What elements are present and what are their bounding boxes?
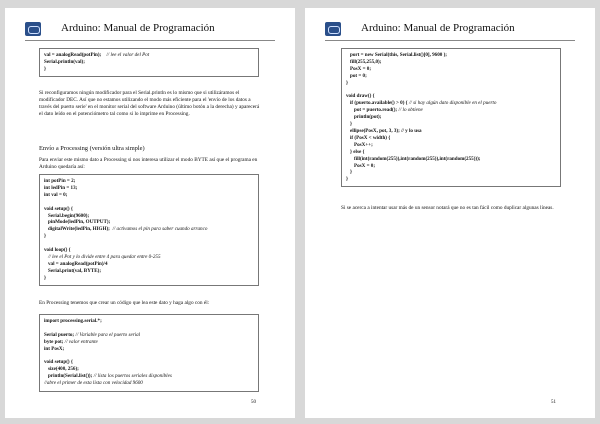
code-line: digitalWrite(ledPin, HIGH); xyxy=(48,226,110,233)
code-line: byte pot; xyxy=(44,338,64,345)
code-comment: // lee el Pot y lo divide entre 4 para quedar entre 0-255 xyxy=(48,253,161,260)
code-line: size(400, 256); xyxy=(48,366,79,373)
code-line: PosX++; xyxy=(354,141,373,148)
code-comment: // Variable para el puerto serial xyxy=(75,331,141,338)
code-line: } xyxy=(44,233,47,240)
code-line: } xyxy=(350,169,353,176)
code-comment: // lee el valor del Pot xyxy=(106,52,150,58)
arduino-logo-icon xyxy=(325,22,341,36)
right-page xyxy=(305,8,595,418)
code-line: if (PosX < width) { xyxy=(350,134,391,141)
page-number: 50 xyxy=(251,400,256,405)
code-line: pinMode(ledPin, OUTPUT); xyxy=(48,219,111,226)
code-comment: // lo obtiene xyxy=(398,107,423,114)
code-line: void setup() { xyxy=(44,205,73,212)
code-comment: // activamos el pin para saber cuando arranco xyxy=(112,226,208,233)
body-paragraph: Si reconfiguramos ningún modificador para el Serial.println es lo mismo que si utilizáramos el modificador DEC. Así que no estamos utilizando el modo más eficiente para el 'envío de los datos a través del puerto serie' en el monitor serial del software Arduino (último botón a la derecha) y aparecerá el dato leído en el potenciómetro tal como si lo imprime en Processing. xyxy=(39,90,260,118)
code-line: int val = 0; xyxy=(44,191,68,198)
code-line: int ledPin = 13; xyxy=(44,184,78,191)
code-line: println(pot); xyxy=(354,114,382,121)
code-line: } xyxy=(346,176,349,183)
code-line: if (puerto.available() > 0) { xyxy=(350,100,408,107)
body-paragraph: En Processing tenemos que crear un código que lea este dato y haga algo con él: xyxy=(39,300,210,306)
code-comment: // lista los puertos seriales disponibles xyxy=(93,373,172,380)
code-line: ellipse(PosX, pot, 3, 3); // y lo usa xyxy=(350,127,422,134)
code-line: void draw() { xyxy=(346,93,375,100)
code-line: void loop() { xyxy=(44,247,71,254)
code-line: pot = 0; xyxy=(350,72,367,79)
page-header xyxy=(325,20,575,41)
code-line: } else { xyxy=(350,148,365,155)
body-paragraph: Si se acerca a intentar usar más de un sensor notará que no es tan fácil como duplicar algunas líneas. xyxy=(341,205,554,211)
code-line: pot = puerto.read(); xyxy=(354,107,398,114)
code-comment: // valor entrante xyxy=(64,338,98,345)
code-line: val = analogRead(potPin)/4 xyxy=(48,260,108,267)
header-title: Arduino: Manual de Programación xyxy=(61,22,215,34)
header-title: Arduino: Manual de Programación xyxy=(361,22,515,34)
code-line: int potPin = 2; xyxy=(44,178,76,184)
code-block xyxy=(39,48,259,77)
code-line: Serial.begin(9600); xyxy=(48,212,90,219)
code-line: void setup() { xyxy=(44,359,73,366)
code-line: PosX = 0; xyxy=(354,162,376,169)
page-header xyxy=(25,20,275,41)
body-paragraph: Para enviar este mismo dato a Processing si nos interesa utilizar el modo BYTE así que el programa en Arduino quedaría así: xyxy=(39,157,258,171)
code-line: PosX = 0; xyxy=(350,65,372,72)
code-line: port = new Serial(this, Serial.list()[0], 9600 ); xyxy=(350,52,447,58)
code-line: } xyxy=(44,65,47,72)
code-comment: //abre el primer de esta lista con velocidad 9600 xyxy=(44,380,143,387)
code-line: Serial.println(val); xyxy=(44,58,85,65)
code-line: import processing.serial.*; xyxy=(44,318,102,324)
code-line: println(Serial.list()); xyxy=(48,373,93,380)
code-line: fill(int(random(255)),int(random(255)),int(random(255))); xyxy=(354,155,481,162)
code-line: } xyxy=(44,274,47,281)
page-number: 51 xyxy=(551,400,556,405)
code-block xyxy=(39,314,259,392)
code-block xyxy=(39,174,259,286)
code-line: int PosX; xyxy=(44,345,65,352)
section-heading: Envío a Processing (versión ultra simple) xyxy=(39,145,145,152)
code-line: } xyxy=(346,79,349,86)
code-line: Serial puerto; xyxy=(44,331,75,338)
left-page xyxy=(5,8,295,418)
code-line: Serial.print(val, BYTE); xyxy=(48,267,102,274)
code-comment: // si hay algún dato disponible en el puerto xyxy=(408,100,497,107)
code-line: val = analogRead(potPin); xyxy=(44,52,102,58)
code-line: } xyxy=(350,121,353,128)
arduino-logo-icon xyxy=(25,22,41,36)
code-block xyxy=(341,48,561,187)
code-line: fill(255,255,0); xyxy=(350,58,382,65)
